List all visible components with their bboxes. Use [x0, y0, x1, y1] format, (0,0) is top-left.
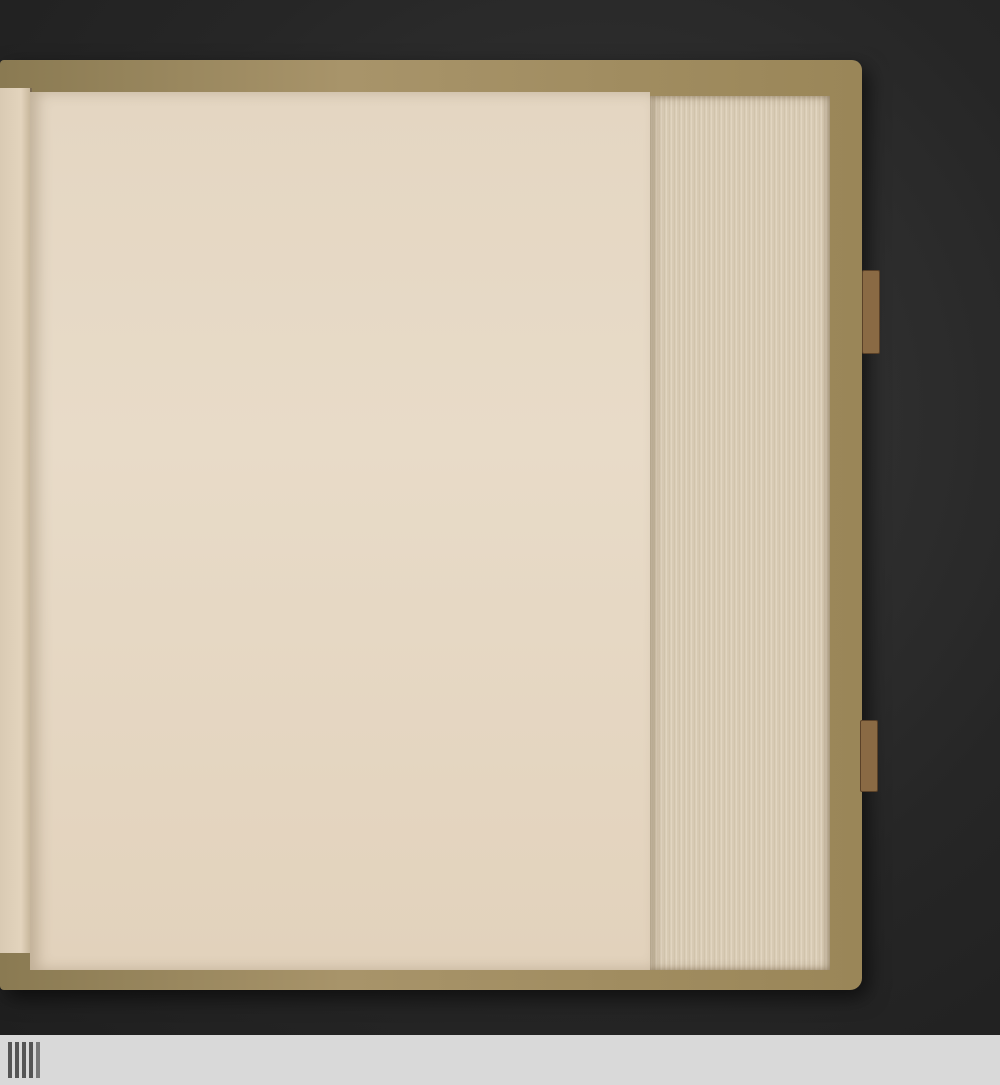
page-edges — [648, 96, 830, 970]
footer-bar — [0, 1035, 1000, 1085]
book-page — [30, 92, 650, 970]
clasp-bottom — [860, 720, 878, 792]
clasp-top — [862, 270, 880, 354]
facing-page-strip — [0, 88, 32, 953]
ub-paderborn-logo-icon — [6, 1040, 46, 1080]
